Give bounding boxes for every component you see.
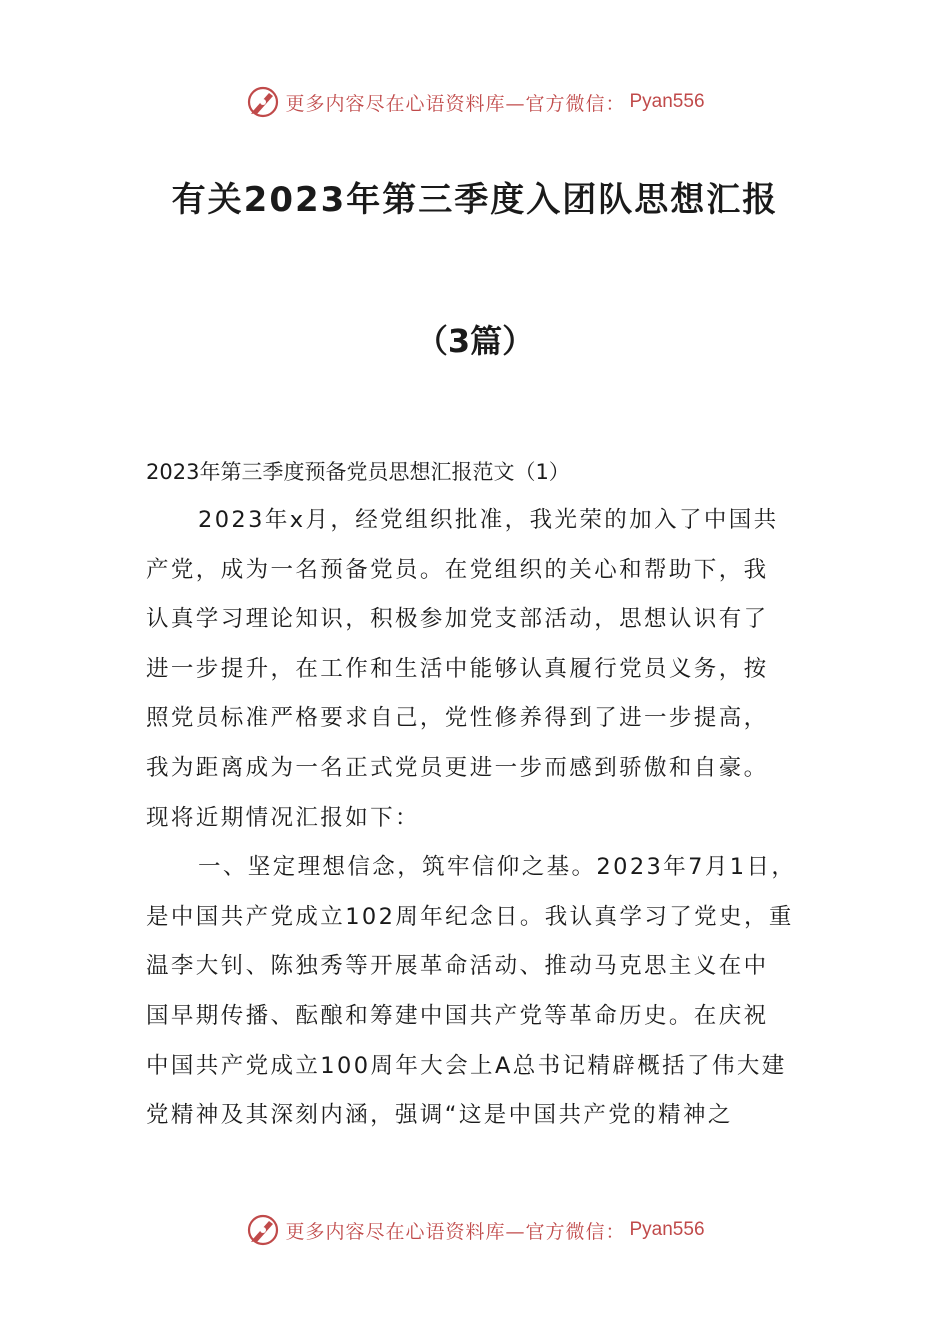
paragraph-line: 国早期传播、酝酿和筹建中国共产党等革命历史。在庆祝	[146, 1002, 769, 1029]
paragraph-line: 温李大钊、陈独秀等开展革命活动、推动马克思主义在中	[146, 953, 769, 980]
paragraph-line: 现将近期情况汇报如下：	[146, 804, 420, 831]
footer-watermark-banner	[0, 1210, 950, 1250]
paragraph-line: 产党，成为一名预备党员。在党组织的关心和帮助下，我	[146, 556, 769, 583]
paragraph-line: 2023年x月，经党组织批准，我光荣的加入了中国共	[198, 507, 779, 533]
paragraph-line: 一、坚定理想信念，筑牢信仰之基。2023年7月1日，	[198, 854, 797, 881]
paragraph-line: 照党员标准严格要求自己，党性修养得到了进一步提高，	[146, 705, 769, 732]
pen-logo-icon	[245, 1212, 281, 1248]
section-heading: 2023年第三季度预备党员思想汇报范文（1）	[146, 460, 570, 484]
banner-wechat-id: Pyan556	[629, 1219, 705, 1240]
paragraph-line: 中国共产党成立100周年大会上A总书记精辟概括了伟大建	[146, 1052, 787, 1079]
paragraph-line: 认真学习理论知识，积极参加党支部活动，思想认识有了	[146, 606, 769, 633]
paragraph-line: 我为距离成为一名正式党员更进一步而感到骄傲和自豪。	[146, 754, 769, 781]
paragraph-line: 党精神及其深刻内涵，强调“这是中国共产党的精神之	[146, 1102, 733, 1129]
paragraph-line: 是中国共产党成立102周年纪念日。我认真学习了党史，重	[146, 903, 794, 930]
pen-logo-icon	[245, 84, 281, 120]
banner-text: 更多内容尽在心语资料库—官方微信：	[285, 1220, 626, 1243]
header-watermark-banner	[0, 82, 950, 122]
banner-text: 更多内容尽在心语资料库—官方微信：	[285, 92, 626, 115]
paragraph-line: 进一步提升，在工作和生活中能够认真履行党员义务，按	[146, 655, 769, 682]
document-subtitle: （3篇）	[415, 322, 535, 360]
document-body	[146, 452, 808, 1141]
banner-wechat-id: Pyan556	[629, 91, 705, 112]
document-title: 有关2023年第三季度入团队思想汇报	[171, 180, 779, 220]
